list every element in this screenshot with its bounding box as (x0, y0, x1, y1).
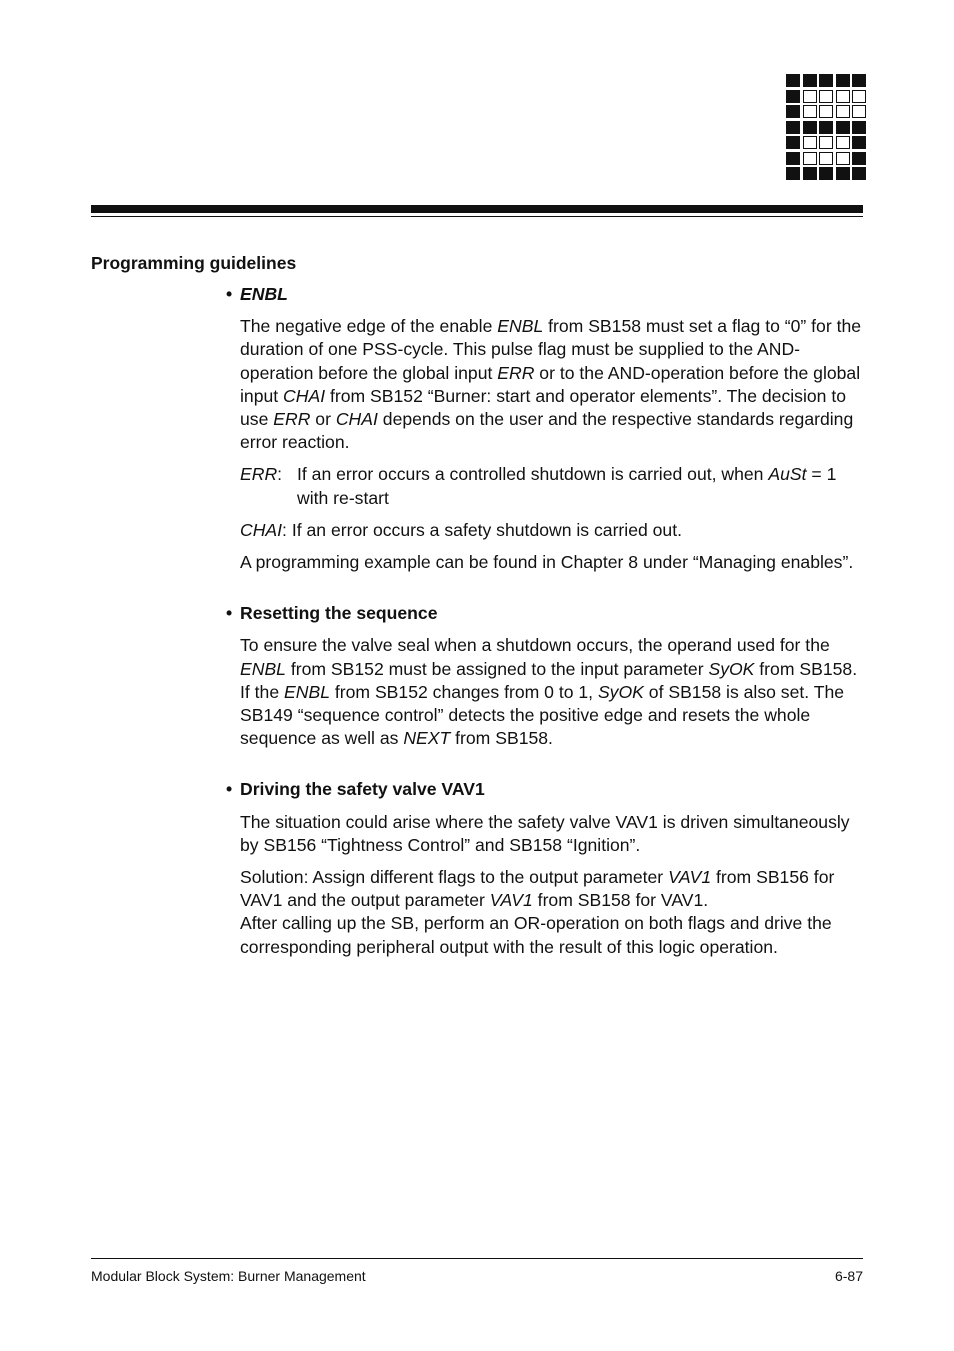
resetting-heading: • Resetting the sequence (226, 602, 866, 625)
section-title: Programming guidelines (91, 253, 297, 273)
company-logo-grid (786, 74, 866, 180)
driving-heading: • Driving the safety valve VAV1 (226, 778, 866, 801)
enbl-paragraph: The negative edge of the enable ENBL from SB158 must set a flag to “0” for the duration of one PSS-cycle. This pulse flag must be supplied to the AND-operation before the global input ERR or to the AND-operation before the global input CHAI from SB152 “Burner: start and operator elements”. The decision to use ERR or CHAI depends on the user and the respective standards regarding error reaction. (240, 316, 862, 453)
chai-definition: CHAI: If an error occurs a safety shutdown is carried out. (240, 519, 682, 540)
header-rule-thick (91, 205, 863, 213)
driving-paragraph-1: The situation could arise where the safety valve VAV1 is driven simultaneously by SB156 “Tightness Control” and SB158 “Ignition”. (240, 811, 850, 855)
header-rule-thin (91, 216, 863, 217)
main-content (226, 283, 866, 968)
err-definition: ERR: If an error occurs a controlled shutdown is carried out, when AuSt = 1 with re-start (240, 464, 837, 508)
page-number: 6-87 (834, 1268, 863, 1284)
footer-rule (91, 1258, 863, 1259)
footer-title: Modular Block System: Burner Management (91, 1268, 366, 1284)
bullet-icon: • (226, 284, 233, 304)
bullet-icon: • (226, 779, 233, 800)
driving-paragraph-2: Solution: Assign different flags to the output parameter VAV1 from SB156 for VAV1 and the output parameter VAV1 from SB158 for VAV1. After calling up the SB, perform an OR-operation on both flags and drive the corresponding peripheral output with the result of this logic operation. (240, 867, 835, 957)
resetting-paragraph: To ensure the valve seal when a shutdown occurs, the operand used for the ENBL from SB152 must be assigned to the input parameter SyOK from SB158. If the ENBL from SB152 changes from 0 to 1, SyOK of SB158 is also set. The SB149 “sequence control” detects the positive edge and resets the whole sequence as well as NEXT from SB158. (240, 635, 858, 749)
enbl-example: A programming example can be found in Chapter 8 under “Managing enables”. (240, 552, 854, 573)
bullet-icon: • (226, 603, 233, 624)
enbl-heading: • ENBL (226, 283, 866, 306)
